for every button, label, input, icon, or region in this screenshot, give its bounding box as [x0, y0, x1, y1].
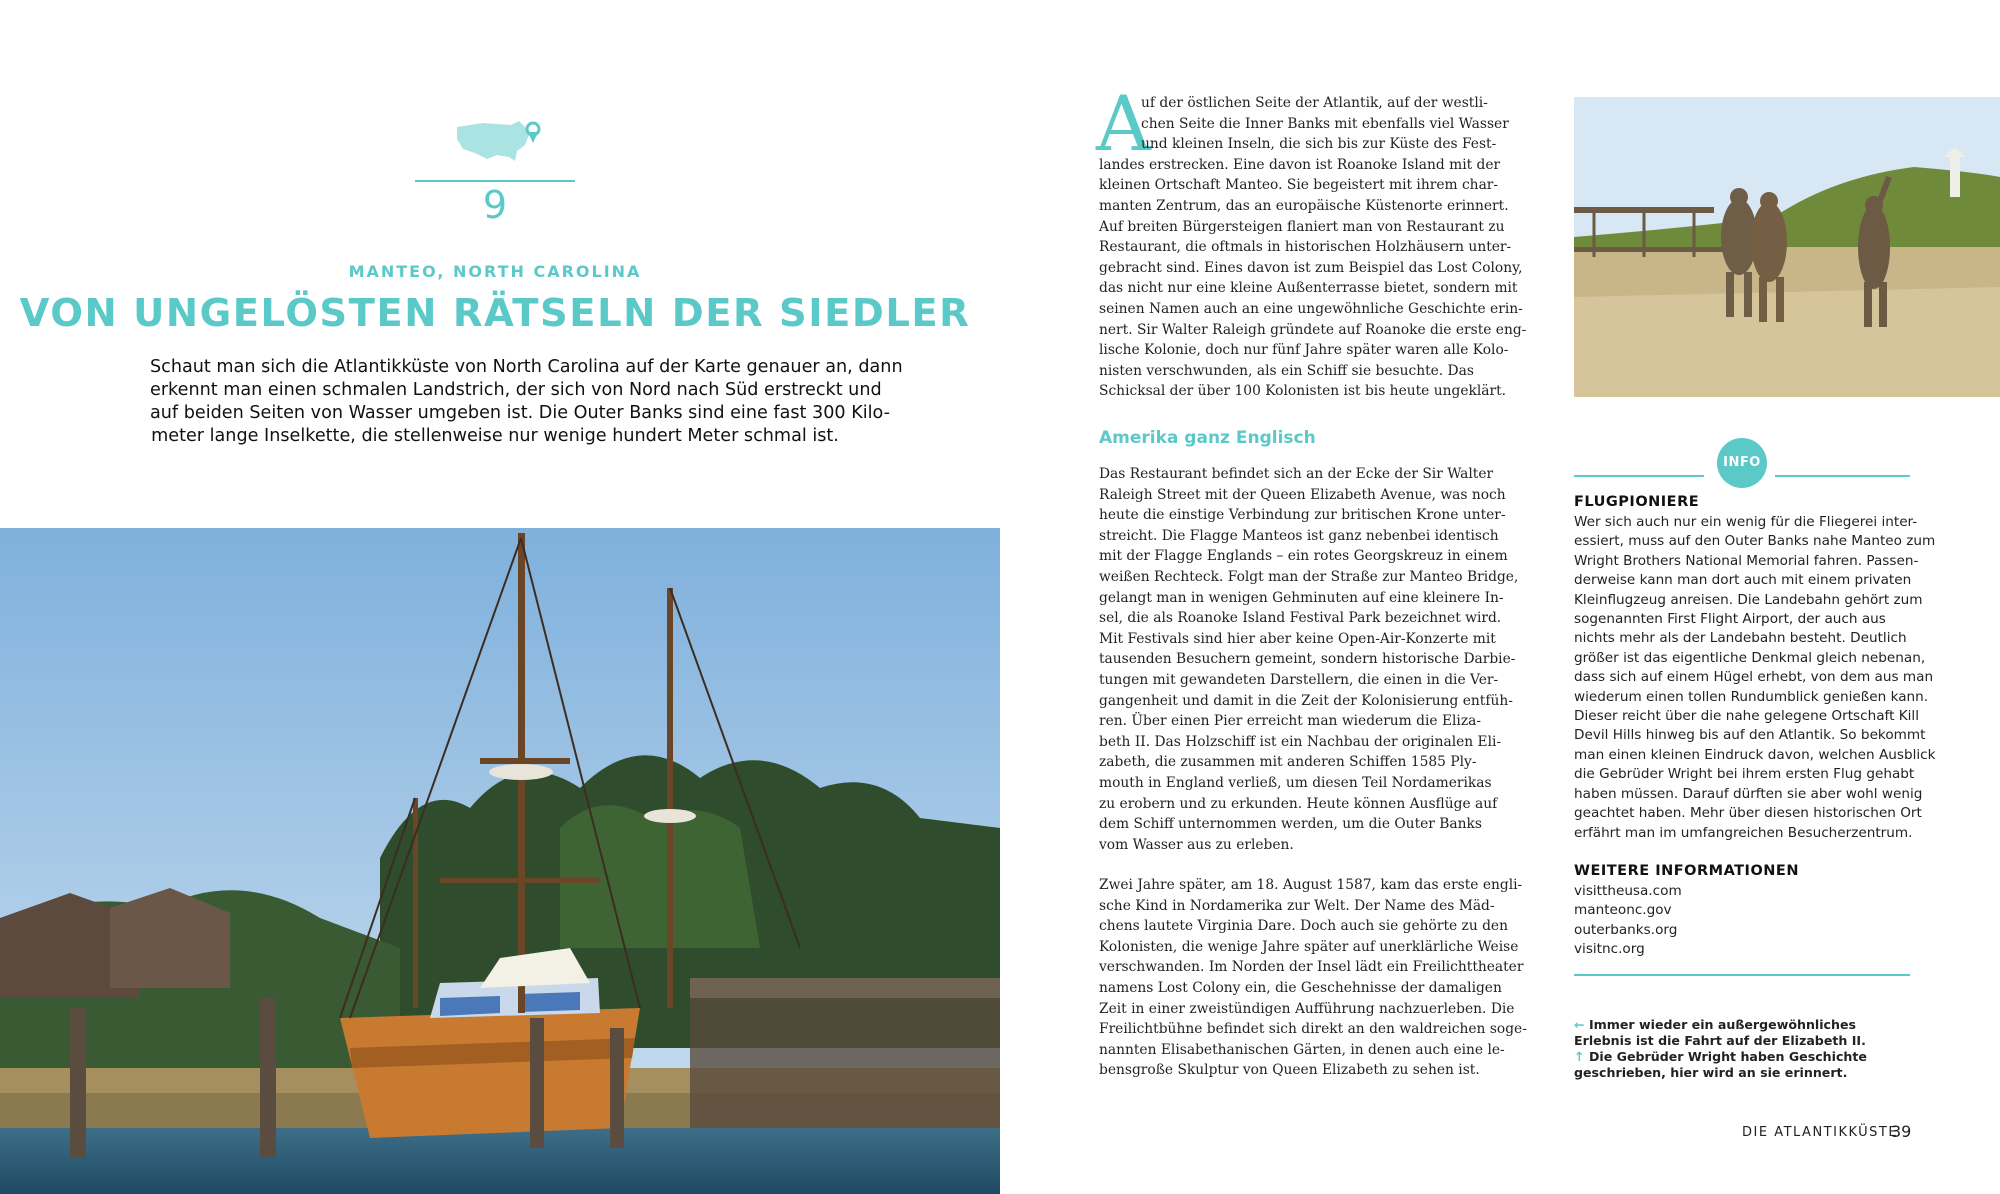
body-line: chen Seite die Inner Banks mit ebenfalls viel Wasser — [1141, 115, 1509, 132]
usa-map-pin-icon — [453, 113, 543, 173]
info-line: Devil Hills hinweg bis auf den Atlantik. So bekommt — [1574, 727, 1926, 744]
chapter-rule — [415, 180, 575, 182]
body-paragraph-2 — [1099, 464, 1519, 855]
info-text — [1574, 513, 1936, 843]
lead-paragraph — [150, 356, 903, 448]
body-line: weißen Rechteck. Folgt man der Straße zur Manteo Bridge, — [1099, 568, 1519, 585]
body-line: Schicksal der über 100 Kolonisten ist bis heute ungeklärt. — [1099, 383, 1507, 400]
info-line: man einen kleinen Eindruck davon, welchen Ausblick — [1574, 746, 1936, 763]
info-line: Dieser reicht über die nahe gelegene Ortschaft Kill — [1574, 708, 1919, 725]
info-line: Wer sich auch nur ein wenig für die Fliegerei inter- — [1574, 514, 1918, 530]
more-info-title: WEITERE INFORMATIONEN — [1574, 863, 1799, 879]
body-line: lische Kolonie, doch nur fünf Jahre später waren alle Kolo- — [1099, 342, 1509, 359]
location-kicker: MANTEO, NORTH CAROLINA — [348, 262, 642, 281]
body-line: namens Lost Colony ein, die Geschehnisse der damaligen — [1099, 979, 1502, 996]
lead-line: auf beiden Seiten von Wasser umgeben ist. Die Outer Banks sind eine fast 300 Kilo- — [150, 403, 890, 423]
body-line: mit der Flagge Englands – ein rotes Georgskreuz in einem — [1099, 548, 1508, 565]
body-line: nannten Elisabethanischen Gärten, in denen auch eine le- — [1099, 1041, 1505, 1058]
body-line: kleinen Ortschaft Manteo. Sie begeistert mit ihrem char- — [1099, 177, 1499, 194]
lead-line: Schaut man sich die Atlantikküste von North Carolina auf der Karte genauer an, dann — [150, 357, 903, 377]
drop-cap: A — [1096, 79, 1151, 168]
body-line: beth II. Das Holzschiff ist ein Nachbau der originalen Eli- — [1099, 733, 1502, 750]
info-rule-bottom — [1574, 974, 1910, 976]
caption-line: Erlebnis ist die Fahrt auf der Elizabeth II. — [1574, 1033, 1866, 1048]
ship-photo — [0, 528, 1000, 1194]
caption-line: geschrieben, hier wird an sie erinnert. — [1574, 1065, 1848, 1080]
body-line: Mit Festivals sind hier aber keine Open-Air-Konzerte mit — [1099, 630, 1496, 647]
info-badge: INFO — [1717, 438, 1767, 488]
body-line: das nicht nur eine kleine Außenterrasse bietet, sondern mit — [1099, 280, 1518, 297]
body-line: Das Restaurant befindet sich an der Ecke der Sir Walter — [1099, 466, 1494, 482]
info-line: die Gebrüder Wright bei ihrem ersten Flug gehabt — [1574, 766, 1915, 783]
body-line: Auf breiten Bürgersteigen flaniert man von Restaurant zu — [1099, 218, 1505, 235]
body-paragraph-1 — [1099, 93, 1527, 402]
link-outerbanks[interactable]: outerbanks.org — [1574, 921, 1678, 938]
body-line: sel, die als Roanoke Island Festival Park bezeichnet wird. — [1099, 610, 1502, 627]
link-visittheusa[interactable]: visittheusa.com — [1574, 883, 1682, 899]
page-headline: VON UNGELÖSTEN RÄTSELN DER SIEDLER — [19, 291, 971, 336]
body-line: manten Zentrum, das an europäische Küstenorte erinnert. — [1099, 197, 1509, 214]
info-line: erfährt man im umfangreichen Besucherzentrum. — [1574, 824, 1913, 841]
info-line: dass sich auf einem Hügel erhebt, von dem aus man — [1574, 669, 1934, 686]
lead-line: erkennt man einen schmalen Landstrich, der sich von Nord nach Süd erstreckt und — [150, 380, 882, 400]
chapter-number: 9 — [482, 183, 508, 227]
body-line: landes erstrecken. Eine davon ist Roanoke Island mit der — [1099, 156, 1501, 173]
info-line: derweise kann man dort auch mit einem privaten — [1574, 572, 1912, 589]
info-line: haben müssen. Darauf dürften sie aber wohl wenig — [1574, 785, 1923, 802]
info-line: geachtet haben. Mehr über diesen historischen Ort — [1574, 805, 1922, 822]
body-line: uf der östlichen Seite der Atlantik, auf der westli- — [1141, 95, 1488, 111]
body-line: Restaurant, die oftmals in historischen Holzhäusern unter- — [1099, 239, 1512, 256]
body-line: bensgroße Skulptur von Queen Elizabeth zu sehen ist. — [1099, 1062, 1480, 1079]
body-line: zu erobern und zu erkunden. Heute können Ausflüge auf — [1099, 795, 1498, 812]
link-visitnc[interactable]: visitnc.org — [1574, 941, 1645, 958]
info-line: sogenannten First Flight Airport, der auch aus — [1574, 611, 1886, 628]
info-line: nichts mehr als der Landebahn besteht. Deutlich — [1574, 630, 1907, 647]
body-paragraph-3 — [1099, 875, 1527, 1081]
info-line: Kleinflugzeug anreisen. Die Landebahn gehört zum — [1574, 591, 1923, 608]
page-number: 39 — [1891, 1122, 1912, 1141]
wright-memorial-photo — [1574, 97, 2000, 397]
body-line: nisten verschwunden, als ein Schiff sie besuchte. Das — [1099, 362, 1474, 379]
body-line: mouth in England verließ, um diesen Teil Nordamerikas — [1099, 774, 1492, 791]
body-line: und kleinen Inseln, die sich bis zur Küste des Fest- — [1141, 136, 1497, 153]
caption-line: Immer wieder ein außergewöhnliches — [1588, 1017, 1857, 1032]
running-footer: DIE ATLANTIKKÜSTE — [1742, 1125, 1899, 1140]
info-line: essiert, muss auf den Outer Banks nahe Manteo zum — [1574, 533, 1936, 550]
body-line: nert. Sir Walter Raleigh gründete auf Roanoke die erste eng- — [1099, 321, 1527, 338]
body-line: tungen mit gewandeten Darstellern, die einen in die Ver- — [1099, 671, 1499, 688]
body-line: Zeit in einer zweistündigen Aufführung nachzuerleben. Die — [1099, 1000, 1515, 1017]
body-line: verschwanden. Im Norden der Insel lädt ein Freilichttheater — [1099, 959, 1524, 976]
body-line: vom Wasser aus zu erleben. — [1099, 836, 1294, 853]
caption-line: Die Gebrüder Wright haben Geschichte — [1588, 1049, 1867, 1064]
body-line: zabeth, die zusammen mit anderen Schiffen 1585 Ply- — [1099, 754, 1477, 771]
info-line: Wright Brothers National Memorial fahren. Passen- — [1574, 552, 1919, 569]
body-line: Kolonisten, die wenige Jahre später auf unerklärliche Weise — [1099, 938, 1519, 955]
body-line: Zwei Jahre später, am 18. August 1587, kam das erste engli- — [1099, 877, 1523, 893]
info-links — [1574, 882, 1682, 960]
body-line: Freilichtbühne befindet sich direkt an den waldreichen soge- — [1099, 1021, 1527, 1038]
arrow-left-icon: ← — [1574, 1017, 1585, 1032]
body-line: gebracht sind. Eines davon ist zum Beispiel das Lost Colony, — [1099, 259, 1523, 276]
subheading: Amerika ganz Englisch — [1099, 428, 1316, 448]
arrow-up-icon: ↑ — [1574, 1049, 1585, 1064]
body-line: dem Schiff unternommen werden, um die Outer Banks — [1099, 816, 1482, 833]
body-line: gangenheit und damit in die Zeit der Kolonisierung entfüh- — [1099, 692, 1513, 709]
body-line: sche Kind in Nordamerika zur Welt. Der Name des Mäd- — [1099, 897, 1495, 914]
link-manteonc[interactable]: manteonc.gov — [1574, 902, 1672, 919]
body-line: heute die einstige Verbindung zur britischen Krone unter- — [1099, 507, 1506, 524]
body-line: tausenden Besuchern gemeint, sondern historische Darbie- — [1099, 651, 1516, 668]
info-line: größer ist das eigentliche Denkmal gleich nebenan, — [1574, 649, 1926, 666]
info-title: FLUGPIONIERE — [1574, 494, 1700, 510]
body-line: Raleigh Street mit der Queen Elizabeth Avenue, was noch — [1099, 486, 1506, 503]
info-rule-left — [1574, 475, 1704, 477]
body-line: seinen Namen auch an eine ungewöhnliche Geschichte erin- — [1099, 300, 1523, 317]
body-line: chens lautete Virginia Dare. Doch auch sie gehörte zu den — [1099, 918, 1508, 935]
info-rule-right — [1775, 475, 1910, 477]
body-line: ren. Über einen Pier erreicht man wiederum die Eliza- — [1099, 713, 1482, 730]
body-line: gelangt man in wenigen Gehminuten auf eine kleinere In- — [1099, 589, 1504, 606]
info-line: wiederum einen tollen Rundumblick genießen kann. — [1574, 688, 1929, 705]
lead-line: meter lange Inselkette, die stellenweise nur wenige hundert Meter schmal ist. — [151, 426, 839, 446]
body-line: streicht. Die Flagge Manteos ist ganz nebenbei identisch — [1099, 527, 1499, 544]
photo-captions — [1574, 1017, 1867, 1081]
